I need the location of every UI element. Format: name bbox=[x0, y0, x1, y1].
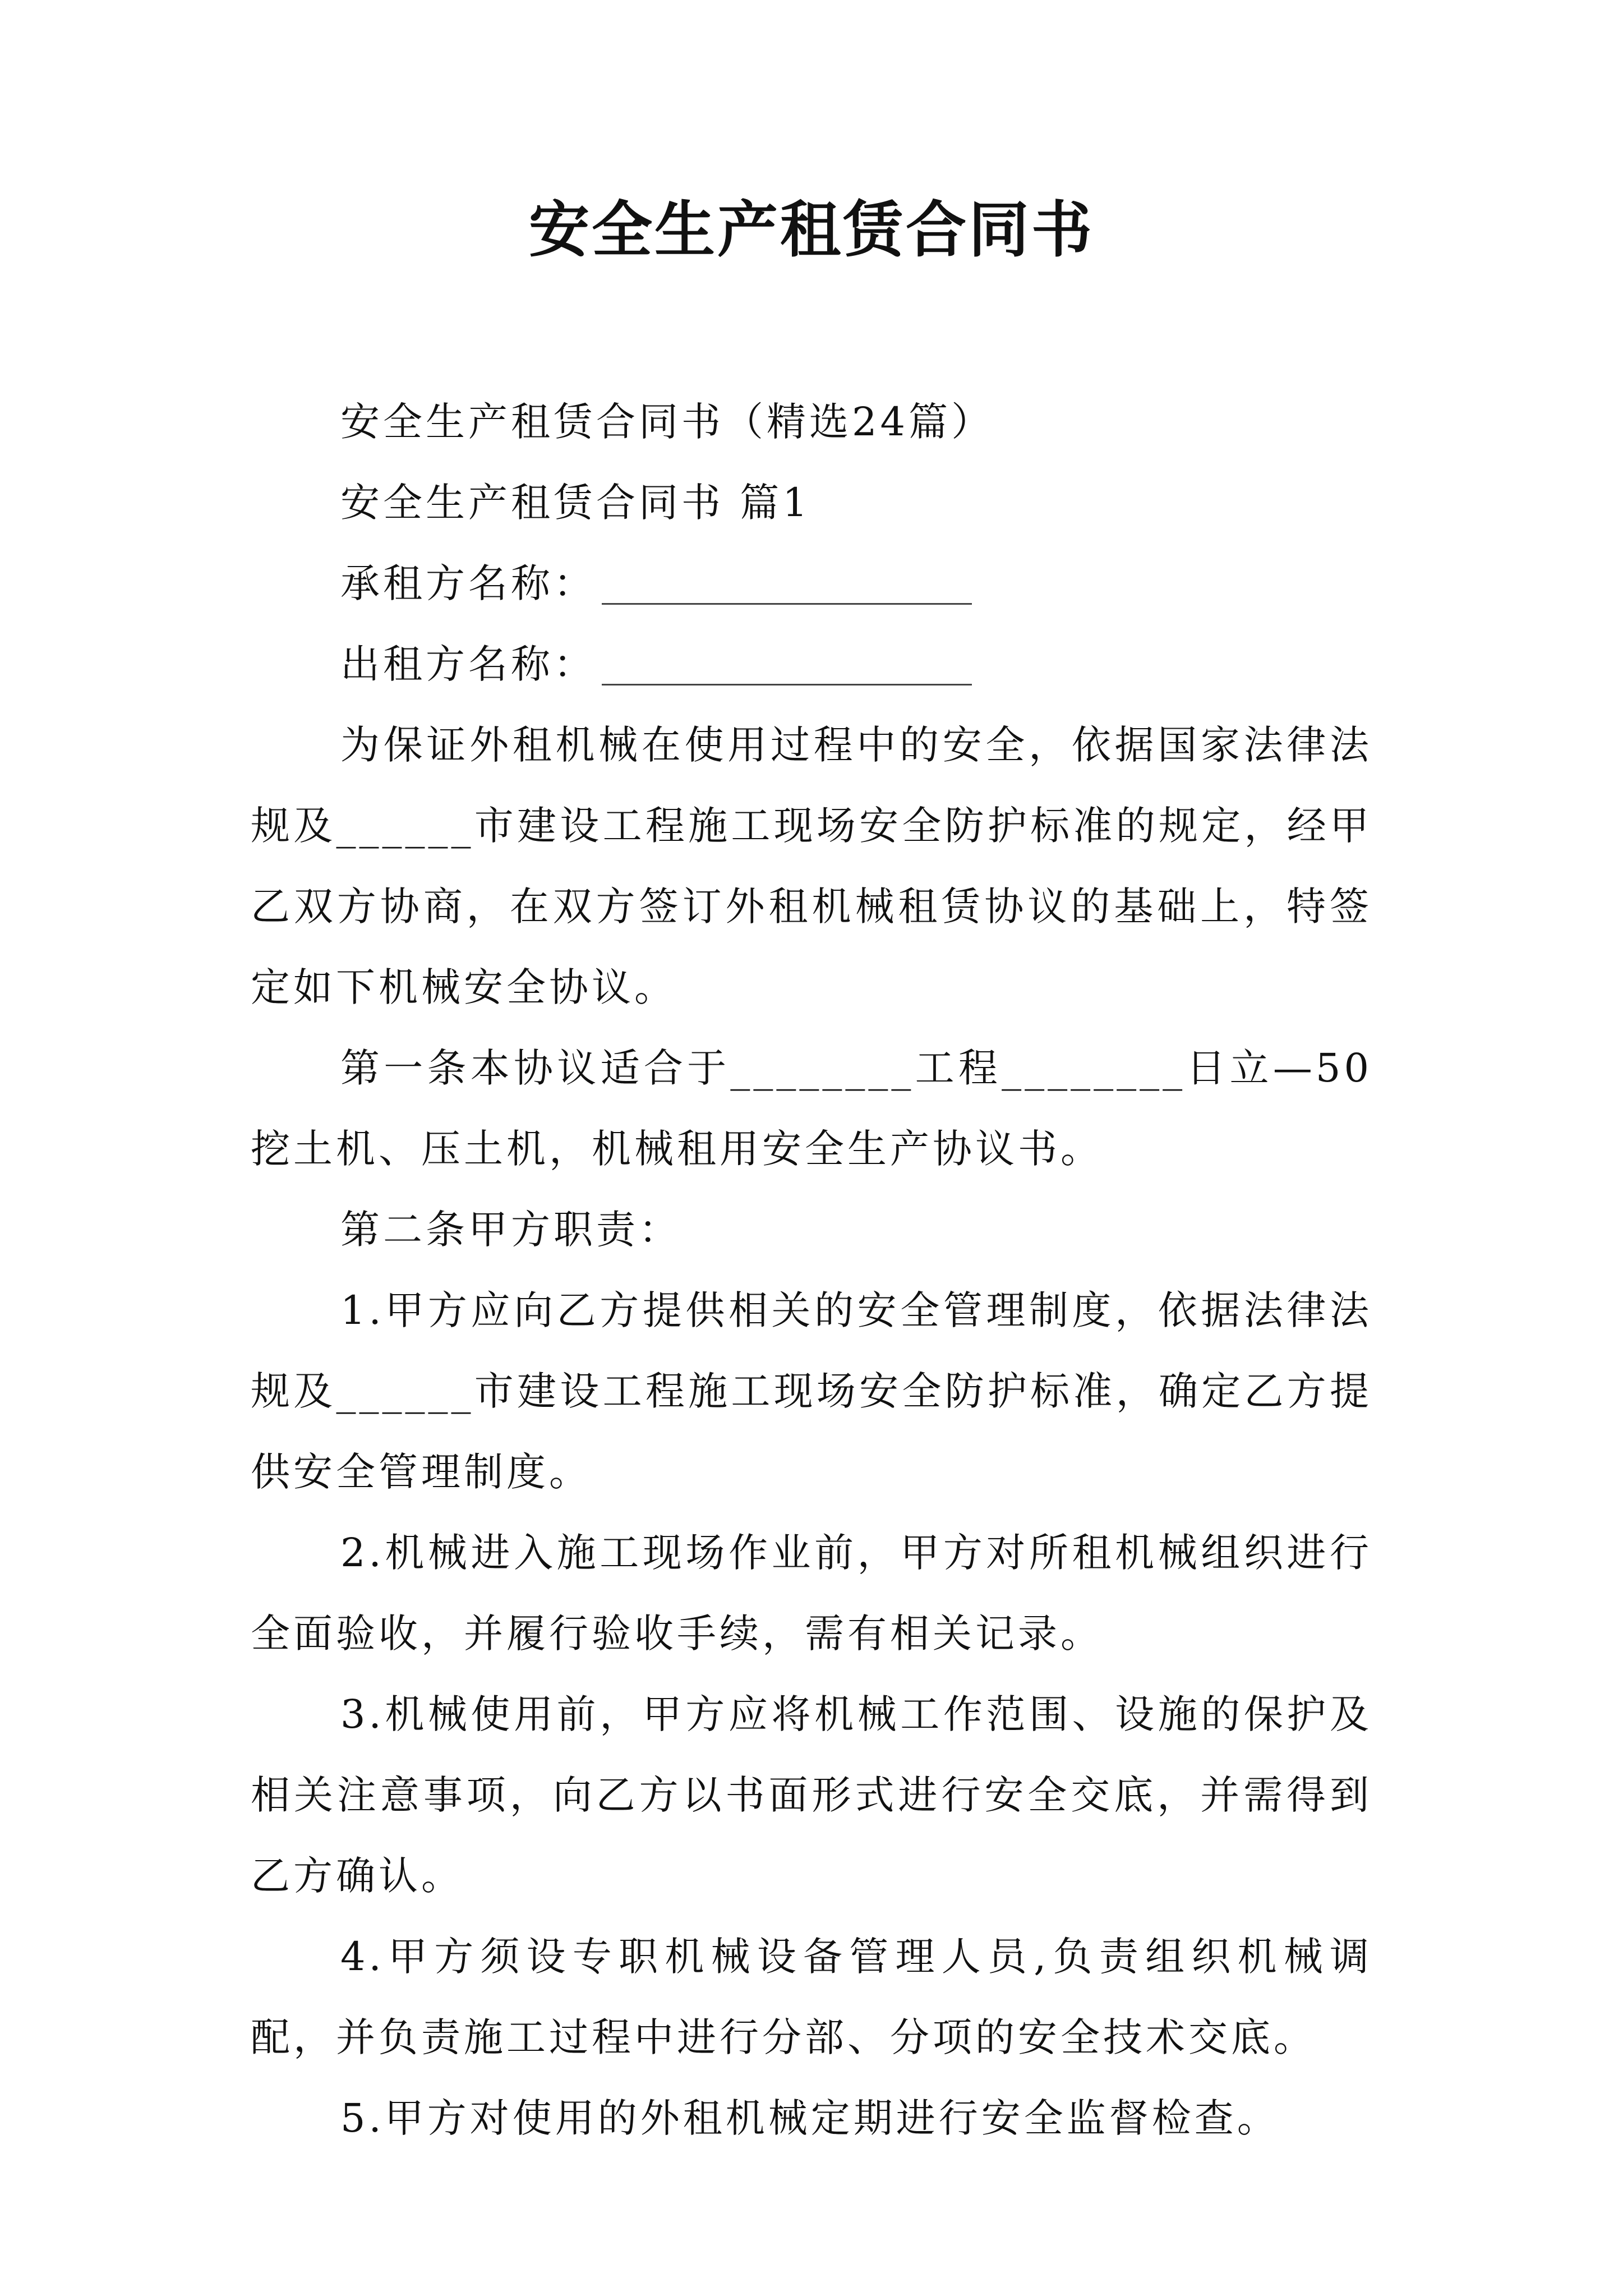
paragraph-item-4: 4.甲方须设专职机械设备管理人员,负责组织机械调配，并负责施工过程中进行分部、分项的安全技术交底。 bbox=[251, 1934, 1372, 2060]
paragraph-article-2-heading: 第二条甲方职责： bbox=[340, 1207, 681, 1253]
lessor-name-field bbox=[251, 624, 1372, 705]
lessee-name-label: 承租方名称： bbox=[340, 560, 596, 606]
section-heading: 安全生产租赁合同书 篇1 bbox=[340, 480, 811, 526]
document-title: 安全生产租赁合同书 bbox=[528, 195, 1094, 265]
lessor-name-label: 出租方名称： bbox=[340, 641, 596, 687]
paragraph-item-5: 5.甲方对使用的外租机械定期进行安全监督检查。 bbox=[340, 2095, 1280, 2141]
lessor-name-blank bbox=[602, 645, 972, 685]
paragraph-item-1: 1.甲方应向乙方提供相关的安全管理制度，依据法律法规及______市建设工程施工现场安全防护标准，确定乙方提供安全管理制度。 bbox=[251, 1287, 1372, 1495]
lessee-name-blank bbox=[602, 564, 972, 605]
lessee-name-field bbox=[251, 543, 1372, 624]
paragraph-article-1: 第一条本协议适合于________工程________日立—50挖土机、压土机，机械租用安全生产协议书。 bbox=[251, 1045, 1372, 1172]
document-subtitle: 安全生产租赁合同书（精选24篇） bbox=[340, 399, 994, 445]
paragraph-item-3: 3.机械使用前，甲方应将机械工作范围、设施的保护及相关注意事项，向乙方以书面形式进行安全交底，并需得到乙方确认。 bbox=[251, 1691, 1372, 1899]
paragraph-intro: 为保证外租机械在使用过程中的安全，依据国家法律法规及______市建设工程施工现场安全防护标准的规定，经甲乙双方协商，在双方签订外租机械租赁协议的基础上，特签定如下机械安全协议。 bbox=[251, 722, 1372, 1010]
paragraph-item-2: 2.机械进入施工现场作业前，甲方对所租机械组织进行全面验收，并履行验收手续，需有相关记录。 bbox=[251, 1530, 1372, 1657]
document-body bbox=[251, 381, 1372, 2159]
